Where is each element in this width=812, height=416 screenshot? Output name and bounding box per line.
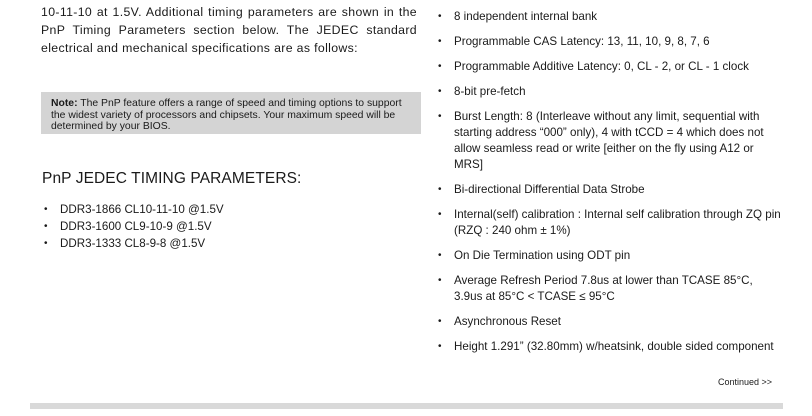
bullet-icon: • (438, 11, 442, 22)
spec-item-text: Average Refresh Period 7.8us at lower than TCASE 85°C, 3.9us at 85°C < TCASE ≤ 95°C (454, 274, 753, 303)
spec-list-item (438, 207, 782, 239)
bullet-icon: • (438, 36, 442, 47)
spec-list-item (438, 339, 782, 355)
timing-item-text: DDR3-1866 CL10-11-10 @1.5V (60, 203, 224, 216)
timing-list (42, 201, 224, 252)
spec-item-text: Programmable Additive Latency: 0, CL - 2, or CL - 1 clock (454, 60, 749, 73)
spec-item-text: Burst Length: 8 (Interleave without any limit, sequential with starting address “000” only), 4 with tCCD = 4 which does not allow seamless read or write [either on the fly using A12 or MRS] (454, 110, 764, 171)
bullet-icon: • (438, 86, 442, 97)
note-text: The PnP feature offers a range of speed and timing options to support the widest variety of processors and chipsets. Your maximum speed will be determined by your BIOS. (51, 98, 402, 133)
bullet-icon: • (438, 341, 442, 352)
spec-item-text: Bi-directional Differential Data Strobe (454, 183, 645, 196)
spec-list (438, 9, 782, 364)
spec-list-item (438, 59, 782, 75)
spec-list-item (438, 109, 782, 173)
spec-list-item (438, 9, 782, 25)
bullet-icon: • (44, 221, 48, 232)
bullet-icon: • (438, 111, 442, 122)
spec-item-text: Programmable CAS Latency: 13, 11, 10, 9, 8, 7, 6 (454, 35, 710, 48)
note-box (41, 92, 421, 134)
spec-item-text: Height 1.291” (32.80mm) w/heatsink, double sided component (454, 340, 774, 353)
spec-list-item (438, 314, 782, 330)
timing-section-title: PnP JEDEC TIMING PARAMETERS: (42, 170, 302, 187)
bullet-icon: • (438, 316, 442, 327)
bullet-icon: • (44, 204, 48, 215)
spec-item-text: On Die Termination using ODT pin (454, 249, 631, 262)
spec-list-item (438, 182, 782, 198)
timing-item-text: DDR3-1333 CL8-9-8 @1.5V (60, 237, 206, 250)
spec-item-text: Internal(self) calibration : Internal self calibration through ZQ pin (RZQ : 240 ohm ± 1%) (454, 208, 781, 237)
continued-link[interactable]: Continued >> (717, 377, 772, 387)
bullet-icon: • (44, 238, 48, 249)
bullet-icon: • (438, 250, 442, 261)
spec-item-text: 8 independent internal bank (454, 10, 598, 23)
timing-item-text: DDR3-1600 CL9-10-9 @1.5V (60, 220, 212, 233)
bullet-icon: • (438, 209, 442, 220)
timing-list-item (42, 235, 224, 252)
footer-divider (30, 403, 783, 409)
spec-list-item (438, 248, 782, 264)
timing-list-item (42, 218, 224, 235)
timing-list-item (42, 201, 224, 218)
spec-list-item (438, 273, 782, 305)
bullet-icon: • (438, 275, 442, 286)
spec-list-item (438, 34, 782, 50)
note-label: Note: (51, 98, 78, 109)
intro-paragraph: 10-11-10 at 1.5V. Additional timing parameters are shown in the PnP Timing Parameters section below. The JEDEC standard electrical and mechanical specifications are as follows: (41, 5, 417, 55)
spec-item-text: Asynchronous Reset (454, 315, 561, 328)
spec-list-item (438, 84, 782, 100)
bullet-icon: • (438, 184, 442, 195)
intro-column (41, 0, 417, 57)
spec-item-text: 8-bit pre-fetch (454, 85, 526, 98)
bullet-icon: • (438, 61, 442, 72)
